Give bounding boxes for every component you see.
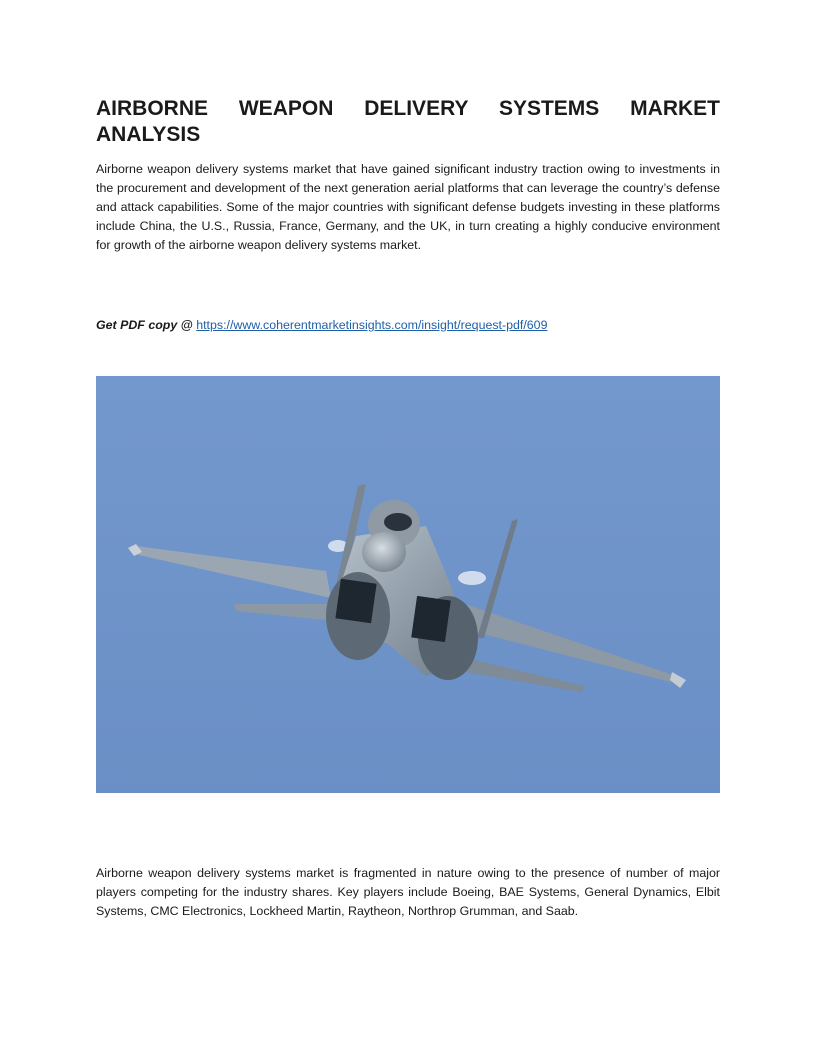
page-title (96, 96, 720, 148)
pdf-label: Get PDF copy @ (96, 318, 193, 332)
fighter-jet-photo (96, 376, 720, 793)
intro-paragraph: Airborne weapon delivery systems market that have gained significant industry traction owing to investments in the procurement and development of the next generation aerial platforms that can leverage the country’s defense and attack capabilities. Some of the major countries with significant defense budgets investing in these platforms include China, the U.S., Russia, France, Germany, and the UK, in turn creating a highly conducive environment for growth of the airborne weapon delivery systems market. (96, 162, 720, 252)
pdf-request-line (96, 316, 547, 335)
pdf-request-link[interactable]: https://www.coherentmarketinsights.com/insight/request-pdf/609 (196, 318, 548, 332)
title-line-2: ANALYSIS (96, 123, 201, 146)
closing-paragraph: Airborne weapon delivery systems market is fragmented in nature owing to the presence of number of major players competing for the industry shares. Key players include Boeing, BAE Systems, General Dynamics, Elbit Systems, CMC Electronics, Lockheed Martin, Raytheon, Northrop Grumman, and Saab. (96, 866, 720, 918)
title-line-1: AIRBORNE WEAPON DELIVERY SYSTEMS MARKET (96, 97, 720, 120)
